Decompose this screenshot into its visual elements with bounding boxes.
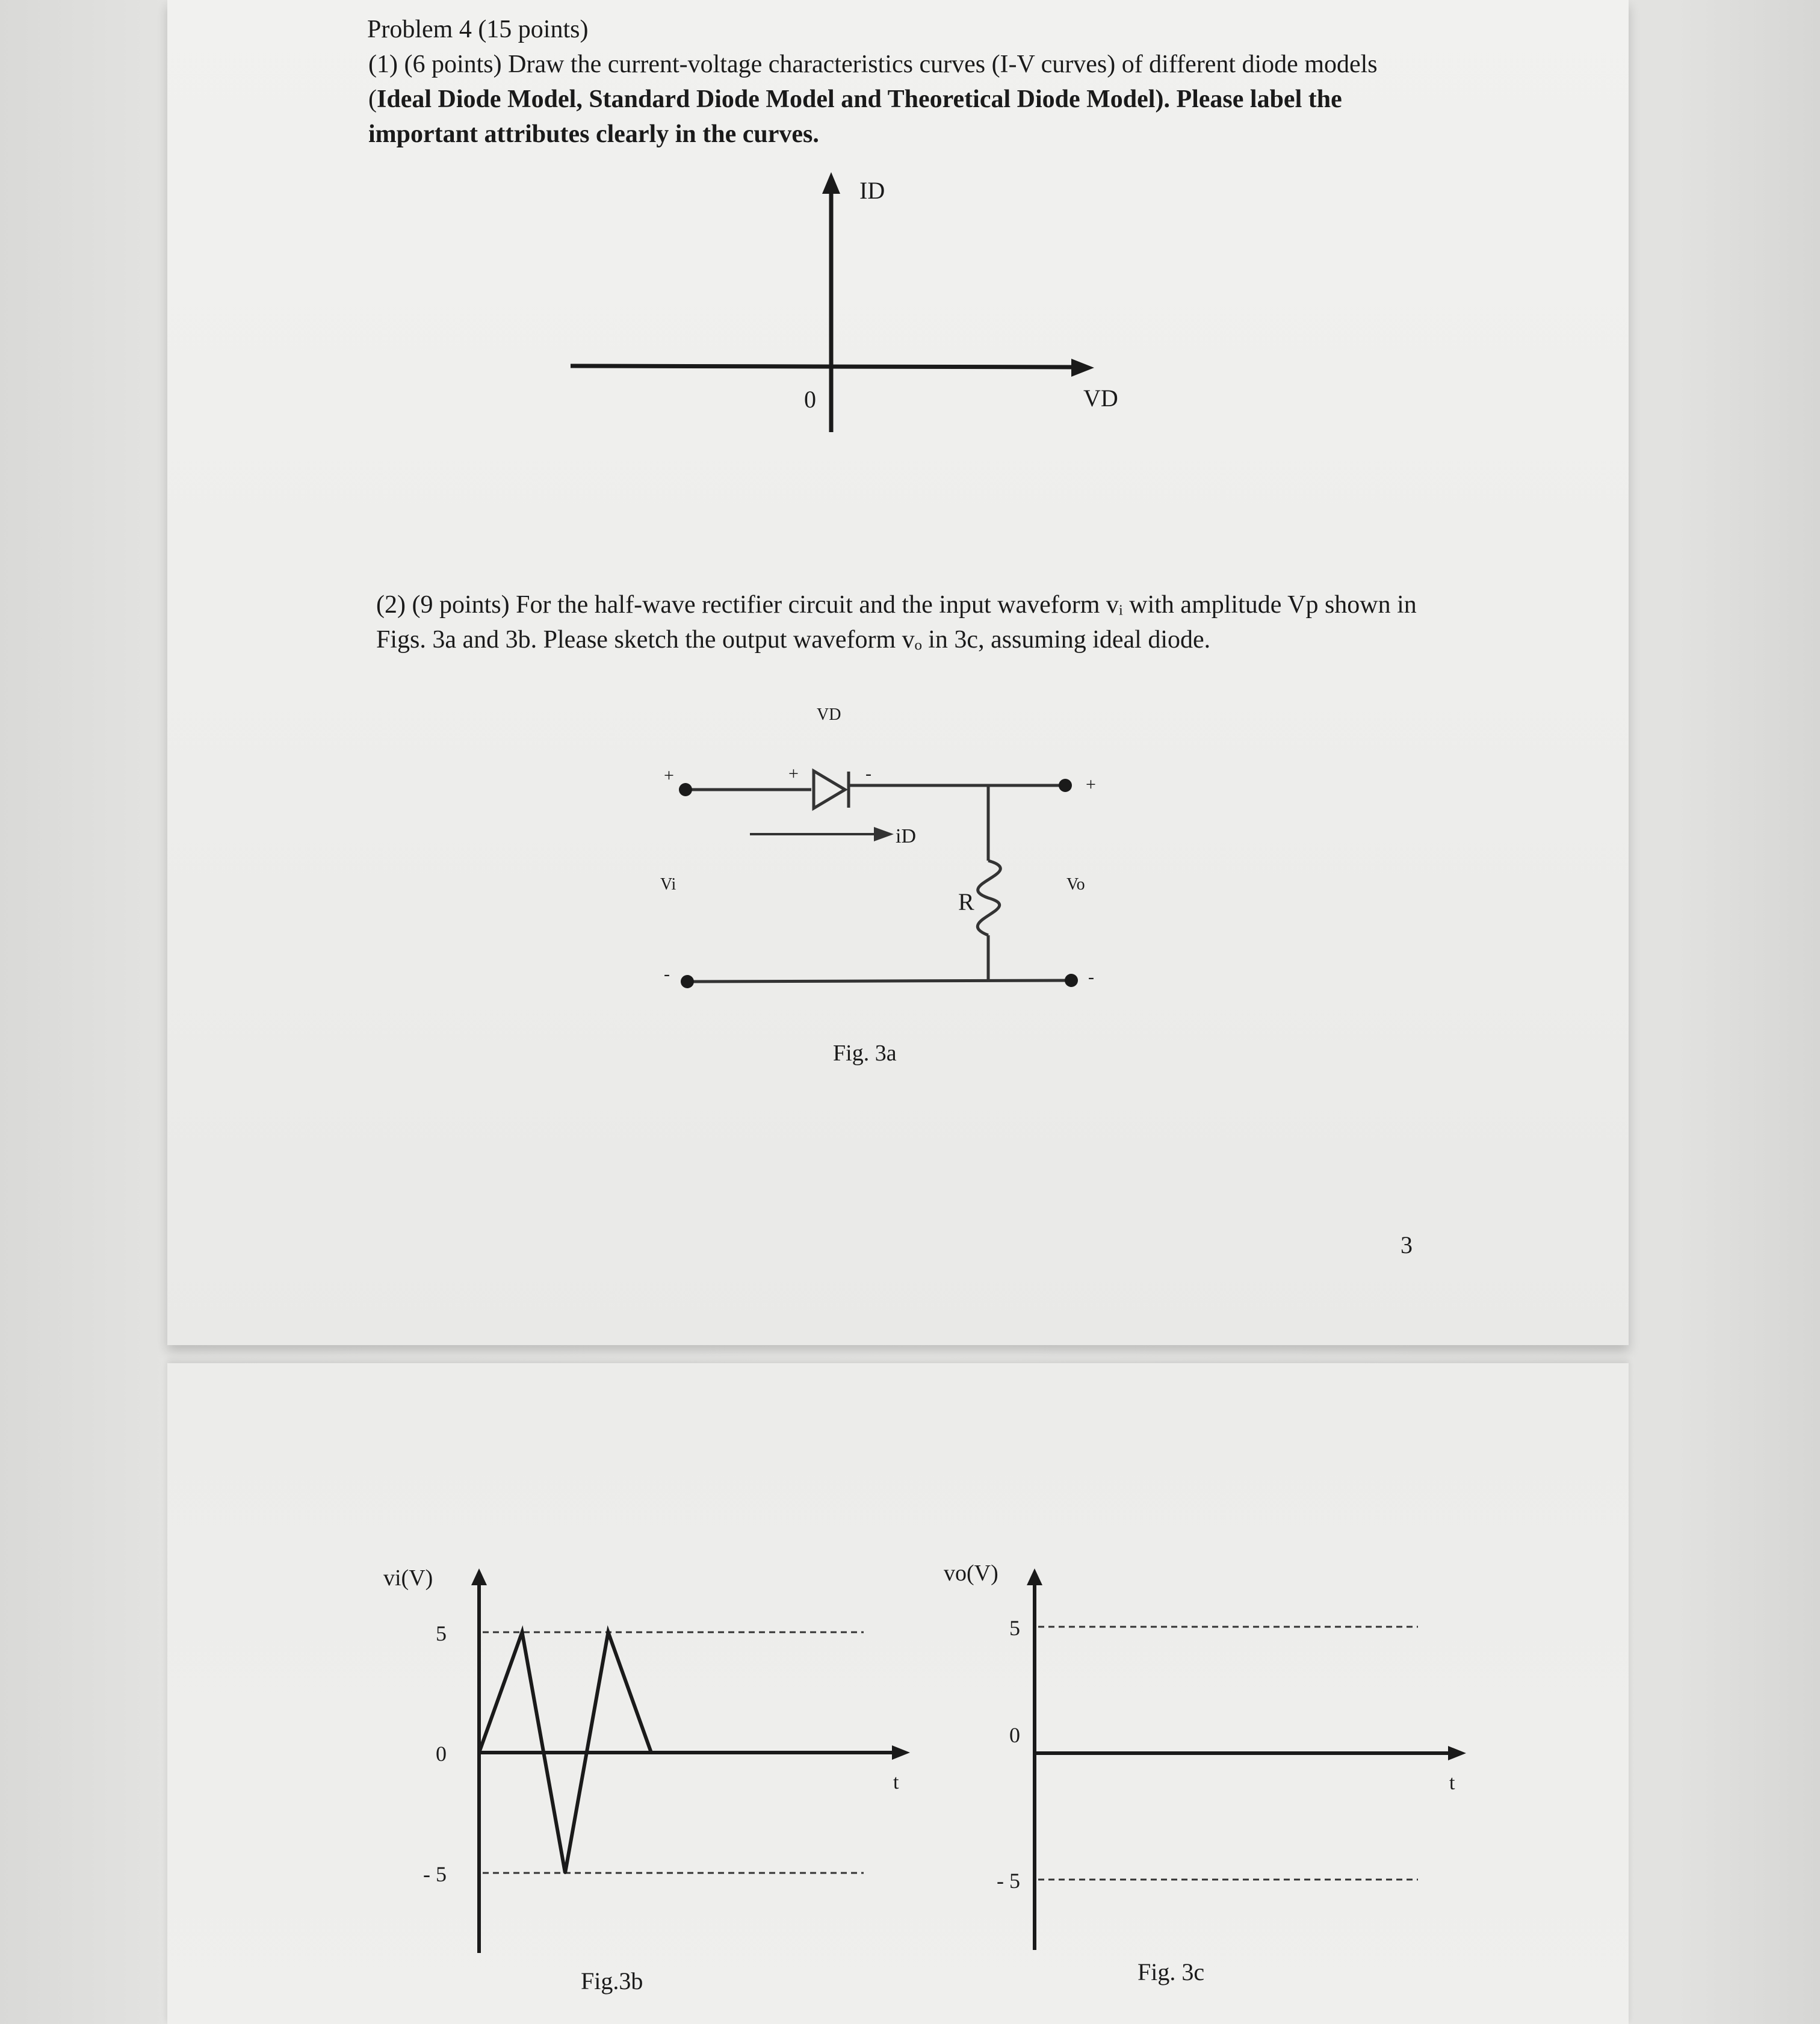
vo-label: Vo	[1066, 875, 1085, 894]
terminal-out-top	[1059, 779, 1072, 792]
diode-plus-label: +	[788, 764, 799, 784]
c0-data-point	[478, 1751, 480, 1754]
page-number: 3	[1401, 1231, 1413, 1258]
vi-label: Vi	[660, 875, 676, 894]
part2-text: (2) (9 points) For the half-wave rectifier circuit and the input waveform vᵢ with amplitude Vp shown in Figs. 3a and 3b. Please sketch the output waveform vₒ in 3c, assuming ideal diode.	[376, 591, 1417, 654]
out-minus-label: -	[1088, 967, 1094, 987]
c0-ylabel: vi(V)	[383, 1565, 433, 1591]
c0-xlabel: t	[893, 1771, 899, 1793]
part1-prefix: (1) (6 points) Draw the current-voltage characteristics curves (I-V curves) of different diode models (	[368, 51, 1378, 113]
vd-label: VD	[817, 705, 841, 724]
diode-symbol	[814, 771, 845, 808]
c0-ytick-label: 5	[436, 1621, 447, 1645]
in-minus-label: -	[664, 964, 670, 984]
terminal-out-bottom	[1065, 974, 1078, 987]
resistor-r	[977, 861, 1000, 935]
iv-x-label: VD	[1083, 385, 1118, 412]
terminal-in-top	[679, 783, 692, 796]
c1-xlabel: t	[1449, 1772, 1455, 1794]
chart-fig3c	[944, 1561, 1466, 1985]
iv-x-arrow-icon	[1071, 359, 1094, 377]
c1-ytick-label: 0	[1009, 1723, 1020, 1747]
c1-ylabel: vo(V)	[944, 1561, 998, 1586]
c1-x-axis-arrow-icon	[1448, 1746, 1466, 1760]
in-plus-label: +	[664, 766, 674, 785]
chart-fig3b	[383, 1565, 910, 1995]
c0-ytick-label: - 5	[423, 1862, 447, 1886]
c1-ytick-label: 5	[1009, 1616, 1020, 1640]
c1-title: Fig. 3c	[1138, 1958, 1205, 1985]
circuit-labels	[660, 705, 1096, 1066]
out-plus-label: +	[1086, 775, 1096, 794]
c0-y-axis-arrow-icon	[471, 1568, 487, 1585]
part1-bold: Ideal Diode Model, Standard Diode Model and Theoretical Diode Model). Please label the important attributes clearly in the curves.	[368, 85, 1342, 148]
terminal-in-bottom	[681, 975, 694, 988]
c0-data-point	[521, 1631, 524, 1633]
c0-title: Fig.3b	[581, 1967, 643, 1995]
current-arrow-head-icon	[874, 827, 894, 841]
r-label: R	[958, 888, 974, 915]
iv-axes	[571, 172, 1118, 432]
c0-data-point	[564, 1872, 566, 1874]
id-label: iD	[896, 825, 916, 847]
c0-data-point	[607, 1631, 610, 1633]
iv-x-axis	[571, 366, 1076, 367]
c1-y-axis-arrow-icon	[1027, 1568, 1042, 1585]
c0-data-point	[650, 1751, 652, 1754]
iv-origin-label: 0	[804, 386, 816, 413]
c1-ytick-label: - 5	[997, 1869, 1020, 1893]
c0-ytick-label: 0	[436, 1742, 447, 1766]
iv-y-arrow-icon	[822, 172, 840, 194]
c0-x-axis-arrow-icon	[892, 1745, 910, 1760]
wire-bottom	[687, 980, 1071, 982]
fig3a-caption: Fig. 3a	[833, 1041, 897, 1066]
diode-minus-label: -	[865, 764, 871, 784]
rectifier-circuit	[679, 771, 1078, 988]
problem-heading: Problem 4 (15 points)	[367, 16, 589, 43]
iv-y-label: ID	[859, 177, 885, 204]
